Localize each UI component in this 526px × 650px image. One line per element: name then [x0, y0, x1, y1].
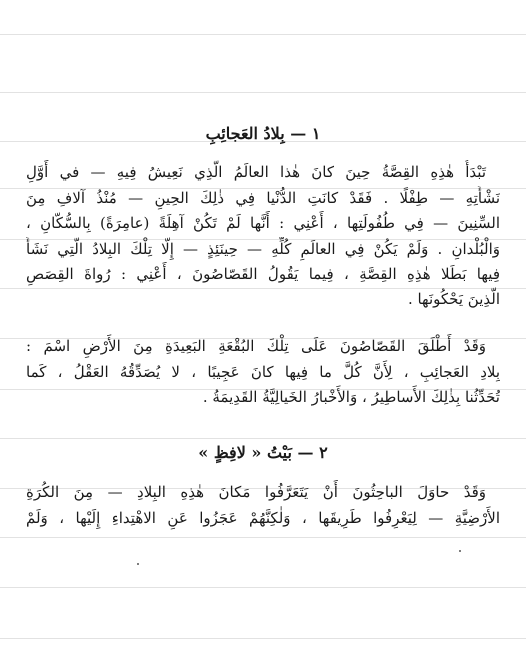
- paragraph-line: الأَرْضِيَّةِ — لِيَعْرِفُوا طَرِيقَها ، وَلٰكِنَّهُمْ عَجَزُوا عَنِ الاهْتِداءِ إِلَيْها ، وَلَمْ: [26, 509, 500, 527]
- paragraph-line: الَّذِينَ يَحْكُونَها .: [407, 290, 500, 308]
- page-rule: [0, 34, 526, 35]
- scan-speck: [137, 563, 139, 565]
- page-rule: [0, 92, 526, 93]
- paragraph-line: السِّنِينَ — فِي طُفُولَتِها ، أَعْنِي : أَنَّها لَمْ تَكُنْ آهِلَةً (عامِرَةً) بِالسُّكّانِ ،: [26, 214, 500, 232]
- paragraph-line: تَبْدَأُ هٰذِهِ القِصَّةُ حِينَ كانَ هٰذا العالَمُ الَّذِي نَعِيشُ فِيهِ — في أَوَّلِ: [26, 163, 486, 181]
- page-rule: [0, 587, 526, 588]
- page-rule: [0, 438, 526, 439]
- section-2-heading: ٢ — بَيْتُ « لافِظٍ »: [198, 443, 328, 462]
- paragraph-line: وَقَدْ أَطْلَقَ القَصّاصُونَ عَلَى تِلْكَ البُقْعَةِ البَعِيدَةِ مِنَ الأَرْضِ اسْمَ :: [26, 337, 486, 355]
- page-rule: [0, 638, 526, 639]
- section-1-heading: ١ — بِلادُ العَجائِبِ: [205, 124, 321, 143]
- paragraph-line: وَقَدْ حاوَلَ الباحِثُونَ أَنْ يَتَعَرَّفُوا مَكانَ هٰذِهِ البِلادِ — مِنَ الكُرَةِ: [26, 483, 486, 501]
- paragraph-line: وَالْبُلْدانِ . وَلَمْ يَكُنْ فِي العالَمِ كُلِّهِ — حِينَئِذٍ — إِلّا تِلْكَ البِلادُ الَّتِي نَشَأَ: [26, 240, 500, 258]
- paragraph-line: بِلادِ العَجائِبِ ، لِأَنَّ كُلَّ ما فِيها كانَ عَجِيبًا ، لا يُصَدِّقُهُ العَقْلُ ، كَما: [26, 363, 500, 381]
- page-rule: [0, 537, 526, 538]
- paragraph-line: تُحَدِّثُنا بِذٰلِكَ الأَساطِيرُ ، وَالأَخْبارُ الخَيالِيَّةُ القَدِيمَةُ .: [202, 388, 500, 406]
- paragraph-line: نَشْأَتِهِ — طِفْلًا . فَقَدْ كانَتِ الدُّنْيا فِي ذٰلِكَ الحِينِ — مُنْذُ آلافِ مِنَ: [26, 189, 500, 207]
- scan-speck: [459, 550, 461, 552]
- paragraph-line: فِيها بَطَلا هٰذِهِ القِصَّةِ ، فِيما يَقُولُ القَصّاصُونَ ، أَعْنِي : رُواةَ القِصَصِ: [26, 265, 500, 283]
